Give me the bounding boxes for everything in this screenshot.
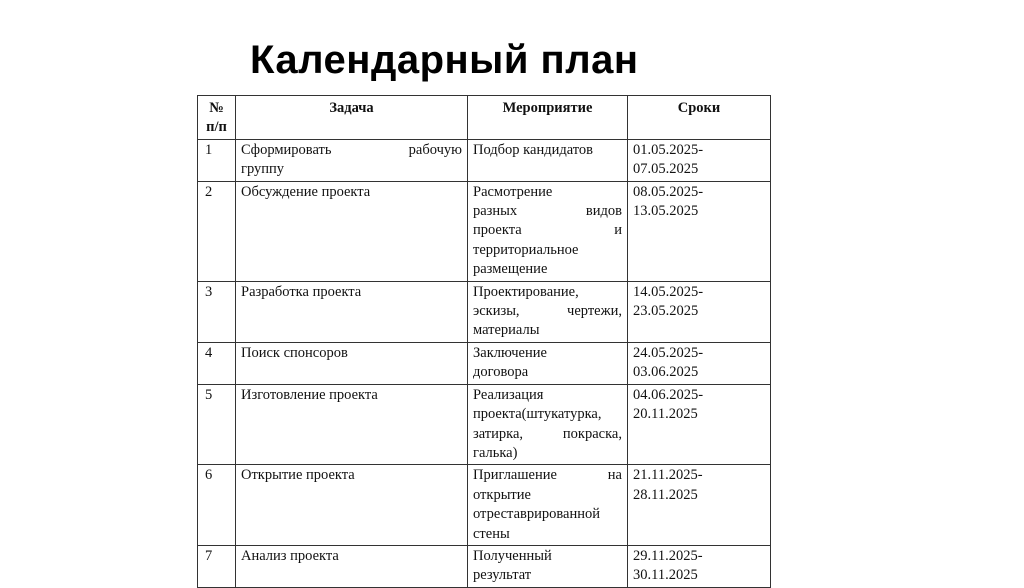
row-number: 6 [198,465,236,546]
task-cell [236,139,468,181]
event-cell-line: Подбор кандидатов [473,141,594,158]
event-cell [468,384,628,465]
table-row [198,342,771,384]
dates-cell-line: 21.11.2025- [633,467,703,484]
dates-cell-line: 08.05.2025- [633,183,704,200]
dates-cell-line: 29.11.2025- [633,547,703,564]
table-row [198,281,771,342]
row-number: 7 [198,545,236,587]
event-cell-line: эскизы, чертежи, [473,303,622,320]
event-cell-line: Расмотрение [473,183,553,200]
event-cell-line: разных видов [473,203,622,220]
event-cell [468,139,628,181]
event-cell [468,545,628,587]
event-cell-line: затирка, покраска, [473,425,622,442]
header-num-line2: п/п [206,119,227,136]
row-number: 4 [198,342,236,384]
slide-title: Календарный план [250,38,639,82]
dates-cell [628,139,771,181]
event-cell-line: галька) [473,444,518,461]
task-cell [236,465,468,546]
task-cell [236,545,468,587]
schedule-document [197,95,770,584]
dates-cell-line: 20.11.2025 [633,406,698,423]
event-cell [468,465,628,546]
header-dates: Сроки [628,96,771,140]
event-cell-line: проекта и [473,222,622,239]
table-row [198,545,771,587]
table-row [198,181,771,281]
event-cell-line: открытие [473,486,531,503]
task-cell-line: Поиск спонсоров [241,344,348,361]
dates-cell [628,465,771,546]
dates-cell-line: 07.05.2025 [633,161,699,178]
event-cell-line: отреставрированной [473,506,600,523]
dates-cell [628,181,771,281]
row-number: 3 [198,281,236,342]
event-cell-line: материалы [473,322,540,339]
dates-cell-line: 04.06.2025- [633,386,704,403]
task-cell [236,384,468,465]
task-cell [236,342,468,384]
dates-cell-line: 24.05.2025- [633,344,704,361]
event-cell [468,342,628,384]
task-cell-line: Анализ проекта [241,547,339,564]
event-cell [468,281,628,342]
event-cell-line: территориальное [473,241,579,258]
task-cell-line: Сформировать рабочую [241,141,462,158]
task-cell-line: Обсуждение проекта [241,183,371,200]
dates-cell-line: 23.05.2025 [633,303,699,320]
task-cell-line: Изготовление проекта [241,386,378,403]
header-num-line1: № [209,100,224,116]
task-cell [236,281,468,342]
row-number: 2 [198,181,236,281]
event-cell-line: Проектирование, [473,283,579,300]
table-row [198,139,771,181]
task-cell-line: Разработка проекта [241,283,362,300]
table-row [198,465,771,546]
event-cell [468,181,628,281]
event-cell-line: размещение [473,261,548,278]
task-cell-line: Открытие проекта [241,467,355,484]
dates-cell [628,342,771,384]
header-event: Мероприятие [468,96,628,140]
dates-cell [628,281,771,342]
event-cell-line: Приглашение на [473,467,622,484]
event-cell-line: договора [473,364,529,381]
event-cell-line: проекта(штукатурка, [473,406,602,423]
dates-cell-line: 14.05.2025- [633,283,704,300]
dates-cell [628,545,771,587]
schedule-table [197,95,771,588]
dates-cell [628,384,771,465]
dates-cell-line: 30.11.2025 [633,567,698,584]
task-cell-line: группу [241,161,285,178]
dates-cell-line: 13.05.2025 [633,203,699,220]
dates-cell-line: 03.06.2025 [633,364,699,381]
event-cell-line: стены [473,525,510,542]
event-cell-line: Полученный [473,547,552,564]
dates-cell-line: 28.11.2025 [633,486,698,503]
task-cell [236,181,468,281]
event-cell-line: Заключение [473,344,547,361]
table-row [198,384,771,465]
table-header-row [198,96,771,140]
dates-cell-line: 01.05.2025- [633,141,704,158]
row-number: 1 [198,139,236,181]
row-number: 5 [198,384,236,465]
event-cell-line: результат [473,567,532,584]
table-body [198,139,771,587]
event-cell-line: Реализация [473,386,544,403]
header-num [198,96,236,140]
header-task: Задача [236,96,468,140]
